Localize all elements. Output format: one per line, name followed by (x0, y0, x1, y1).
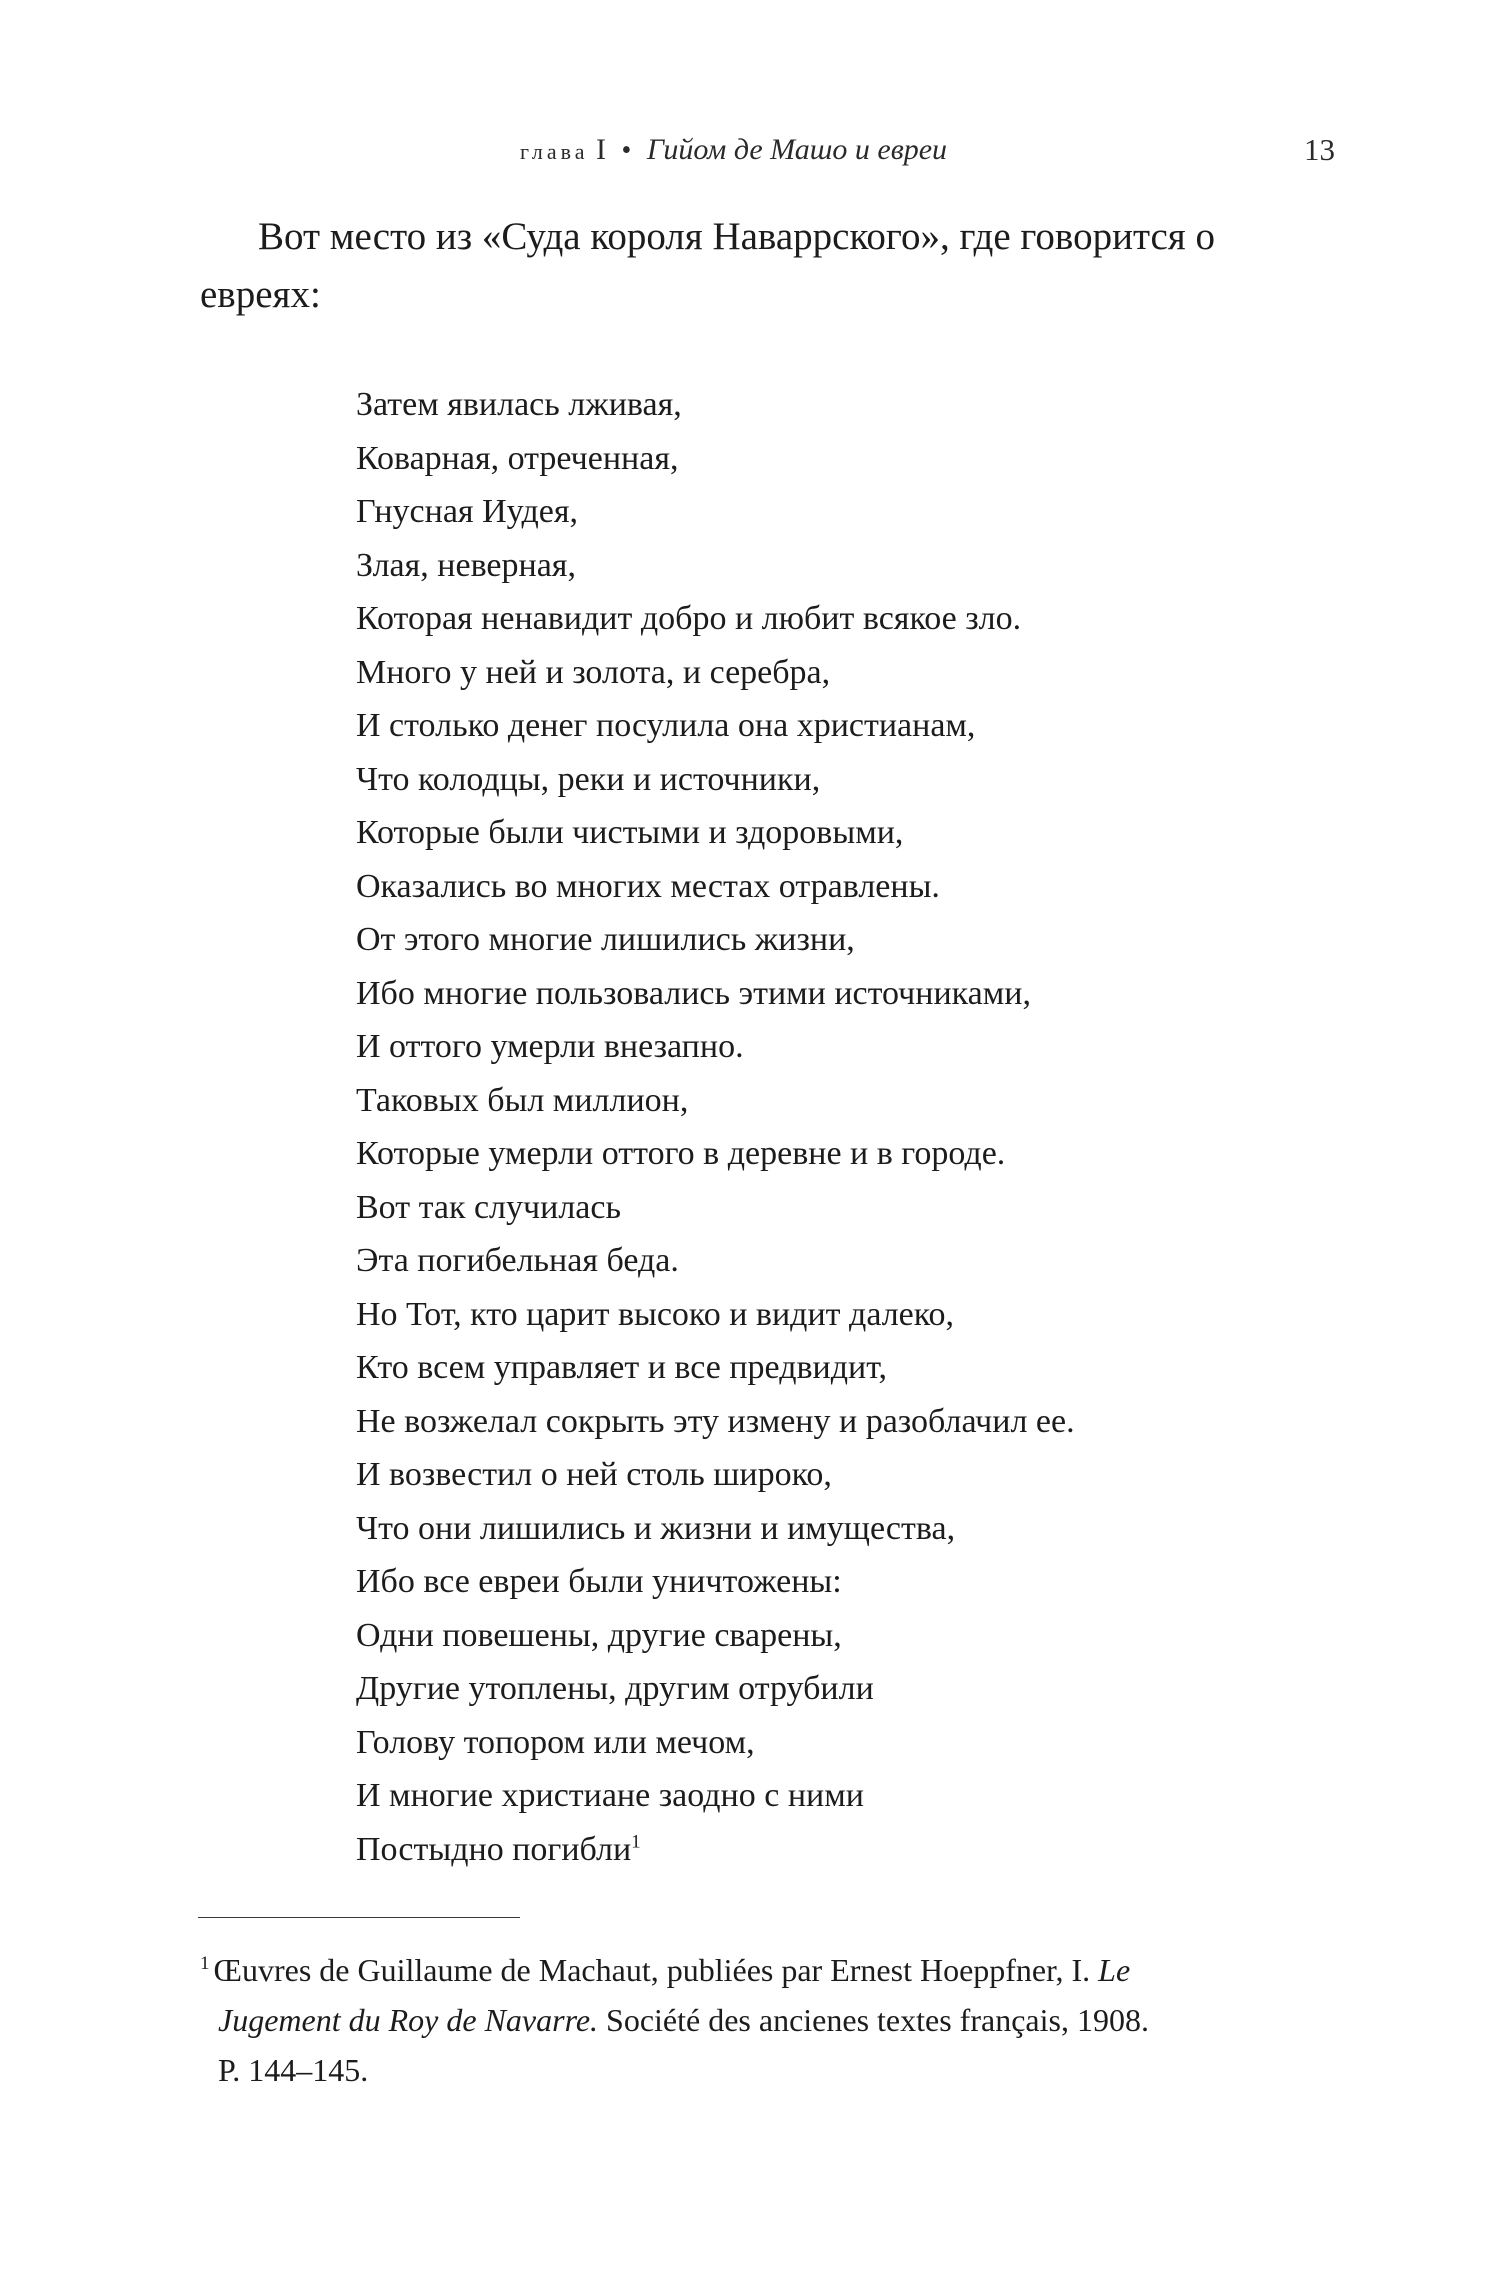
footnote-line-2 (200, 1995, 1340, 2045)
footnote-line-1 (200, 1945, 1340, 1995)
poem-line: Одни повешены, другие сварены, (356, 1616, 842, 1654)
poem-line: Эта погибельная беда. (356, 1242, 679, 1279)
footnote-italic-2: Jugement du Roy de Navarre. (218, 2002, 599, 2038)
footnote-text-2: Société des ancienes textes français, 1908. (606, 2002, 1149, 2038)
chapter-number: I (596, 133, 607, 166)
poem-line: Много у ней и золота, и серебра, (356, 653, 831, 691)
poem-line: Злая, неверная, (356, 546, 576, 584)
poem-line: Другие утоплены, другим отрубили (356, 1670, 874, 1707)
poem-line: Оказались во многих местах отравлены. (356, 867, 940, 905)
poem-last-line-text: Постыдно погибли (356, 1830, 632, 1868)
footnote-marker: 1 (200, 1953, 210, 1975)
poem-line: Коварная, отреченная, (356, 439, 679, 477)
poem-last-line (356, 1823, 1336, 1877)
poem-line: Кто всем управляет и все предвидит, (356, 1349, 888, 1386)
poem-line: Вот так случилась (356, 1188, 621, 1226)
poem-line: Гнусная Иудея, (356, 493, 579, 530)
page-number: 13 (1304, 132, 1335, 167)
poem-line: Что они лишились и жизни и имущества, (356, 1509, 956, 1547)
footnote (200, 1945, 1340, 2095)
chapter-label: глава (520, 139, 589, 164)
poem-line: Ибо многие пользовались этими источниками, (356, 974, 1031, 1012)
poem-line: И многие христиане заодно с ними (356, 1777, 864, 1814)
poem-line: Таковых был миллион, (356, 1081, 689, 1119)
poem-line: Не возжелал сокрыть эту измену и разоблачил ее. (356, 1402, 1075, 1440)
footnote-text-3: P. 144–145. (218, 2052, 369, 2088)
chapter-title: Гийом де Машо и евреи (646, 133, 948, 166)
running-head-title-block (520, 130, 947, 172)
poem-line: Но Тот, кто царит высоко и видит далеко, (356, 1295, 955, 1333)
poem-quotation (356, 378, 1336, 1876)
poem-line: Которые были чистыми и здоровыми, (356, 814, 904, 851)
poem-line: И возвестил о ней столь широко, (356, 1456, 832, 1493)
poem-line: От этого многие лишились жизни, (356, 921, 855, 958)
running-head-separator: • (621, 135, 632, 166)
footnote-reference[interactable]: 1 (631, 1831, 641, 1853)
poem-line: Которые умерли оттого в деревне и в городе. (356, 1135, 1006, 1172)
footnote-divider (198, 1917, 520, 1918)
poem-line: И оттого умерли внезапно. (356, 1028, 744, 1065)
footnote-text-1: Œuvres de Guillaume de Machaut, publiées par Ernest Hoeppfner, I. (213, 1952, 1091, 1988)
poem-line: Что колодцы, реки и источники, (356, 760, 821, 798)
footnote-line-3 (200, 2045, 1340, 2095)
poem-line: Ибо все евреи были уничтожены: (356, 1563, 842, 1600)
poem-line: Затем явилась лживая, (356, 386, 682, 423)
intro-paragraph: Вот место из «Суда короля Наваррского», где говорится о евреях: (200, 215, 1215, 316)
footnote-italic-1: Le (1098, 1952, 1131, 1988)
poem-line: И столько денег посулила она христианам, (356, 707, 976, 744)
running-head (0, 130, 1500, 170)
poem-line: Голову топором или мечом, (356, 1723, 755, 1761)
poem-line: Которая ненавидит добро и любит всякое зло. (356, 600, 1022, 637)
